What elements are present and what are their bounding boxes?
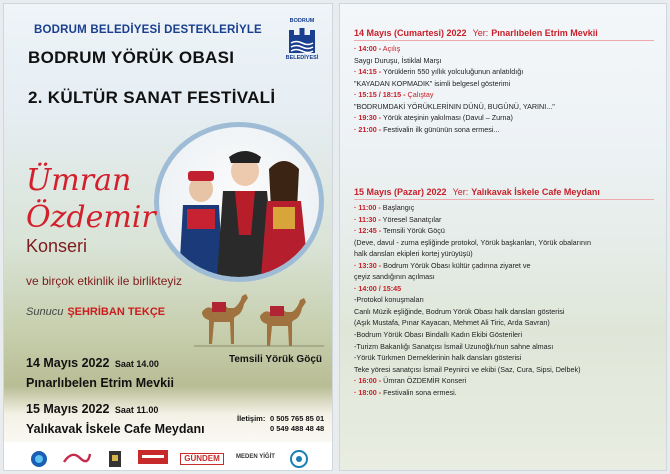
schedule-time: · 14:15 - xyxy=(354,67,382,77)
schedule-item xyxy=(354,202,659,214)
castle-logo-icon xyxy=(287,25,317,55)
schedule-item xyxy=(354,112,659,124)
schedule-text: Ümran ÖZDEMİR Konseri xyxy=(381,376,467,386)
day2-heading xyxy=(354,187,659,197)
day1-schedule xyxy=(354,28,659,135)
schedule-item xyxy=(354,341,659,353)
day1-heading-date: 14 Mayıs (Cumartesi) 2022 xyxy=(354,28,467,38)
schedule-text: Canlı Müzik eşliğinde, Bodrum Yörük Obası halk dansları gösterisi xyxy=(354,306,565,316)
schedule-time: · 21:00 - xyxy=(354,124,382,134)
schedule-text: -Protokol konuşmaları xyxy=(354,295,424,305)
schedule-item xyxy=(354,55,659,67)
schedule-time: · 14:00 / 15:45 xyxy=(354,283,402,293)
camels-illustration xyxy=(194,282,324,352)
artist-first-name: Ümran xyxy=(26,163,132,198)
schedule-item xyxy=(354,364,659,376)
municipality-logo xyxy=(280,18,324,62)
schedule-text: Temsili Yörük Göçü xyxy=(381,226,445,236)
schedule-text: (Aşık Mustafa, Pınar Kayacan, Mehmet Ali Tiric, Arda Savran) xyxy=(354,318,550,328)
supporter-line: BODRUM BELEDİYESİ DESTEKLERİYLE xyxy=(34,24,262,36)
day1-place: Pınarlıbelen Etrim Mevkii xyxy=(26,376,174,390)
schedule-item xyxy=(354,248,659,260)
sponsor-bar xyxy=(4,442,333,471)
schedule-time: · 12:45 - xyxy=(354,226,382,236)
schedule-item xyxy=(354,101,659,113)
contact-label: İletişim: xyxy=(237,414,266,423)
schedule-text: -Bodrum Yörük Obası Bindallı Kadın Ekibi Gösterileri xyxy=(354,330,523,340)
day1-heading xyxy=(354,28,659,38)
day2-divider xyxy=(354,199,654,200)
presenter-name: ŞEHRİBAN TEKÇE xyxy=(67,306,166,318)
schedule-text: Teke yöresi sanatçısı İsmail Peynirci ve ekibi (Saz, Cura, Sipsi, Delbek) xyxy=(354,364,581,374)
schedule-item xyxy=(354,375,659,387)
schedule-item xyxy=(354,271,659,283)
schedule-text: çeyiz sandığının açılması xyxy=(354,272,435,282)
schedule-item xyxy=(354,317,659,329)
concert-label: Konseri xyxy=(26,236,88,256)
schedule-time: · 15:15 / 18:15 - xyxy=(354,90,406,100)
schedule-time: · 19:30 - xyxy=(354,113,382,123)
logo-text: BODRUM xyxy=(289,18,315,24)
sponsor-meden: MEDEN YİĞİT xyxy=(236,454,275,460)
day1-place-label: Yer: xyxy=(472,28,489,38)
schedule-time: · 14:00 - xyxy=(354,44,382,53)
schedule-text: Başlangıç xyxy=(380,203,415,212)
schedule-text: Yöresel Sanatçılar xyxy=(380,214,442,224)
schedule-poster xyxy=(339,3,667,471)
schedule-item xyxy=(354,329,659,341)
day1-time: Saat 14.00 xyxy=(114,359,159,369)
phone-2: 0 549 488 48 48 xyxy=(270,424,325,433)
schedule-item xyxy=(354,214,659,226)
schedule-text: (Deve, davul - zurna eşliğinde protokol, Yörük başkanları, Yörük obalarının xyxy=(354,237,592,247)
schedule-text: Çalıştay xyxy=(405,90,434,100)
schedule-item xyxy=(354,78,659,90)
festival-title-line2: 2. KÜLTÜR SANAT FESTİVALİ xyxy=(28,88,276,107)
schedule-item xyxy=(354,89,659,101)
schedule-text: Yörüklerin 550 yıllık yolculuğunun anlatıldığı xyxy=(381,67,524,77)
schedule-time: · 18:00 - xyxy=(354,387,382,397)
schedule-text: "KAYADAN KOPMADIK" isimli belgesel gösterimi xyxy=(354,78,511,88)
sponsor-globe-icon xyxy=(30,450,48,468)
schedule-text: Bodrum Yörük Obası kültür çadırına ziyaret ve xyxy=(381,260,531,270)
day2-heading-place: Yalıkavak İskele Cafe Meydanı xyxy=(471,187,600,197)
schedule-time: · 11:30 - xyxy=(354,214,381,224)
schedule-item xyxy=(354,124,659,136)
festival-title-line1: BODRUM YÖRÜK OBASI xyxy=(28,48,235,67)
day2-place: Yalıkavak İskele Cafe Meydanı xyxy=(26,422,205,436)
artist-last-name: Özdemir xyxy=(26,200,156,235)
festival-poster xyxy=(3,3,333,471)
logo-subtext: BELEDİYESİ xyxy=(285,55,319,61)
tagline: ve birçok etkinlik ile birlikteyiz xyxy=(26,274,183,288)
schedule-text: Festivalin sona ermesi. xyxy=(381,387,457,397)
sponsor-swirl-icon xyxy=(62,450,92,466)
presenter-label: Sunucu xyxy=(26,306,64,318)
day1-date-text: 14 Mayıs 2022 xyxy=(26,356,110,370)
sponsor-emblem-icon xyxy=(108,450,122,468)
phone-1: 0 505 765 85 01 xyxy=(270,414,325,423)
schedule-item xyxy=(354,43,659,55)
schedule-text: Yörük ateşinin yakılması (Davul – Zurna) xyxy=(381,113,513,123)
day2-date-text: 15 Mayıs 2022 xyxy=(26,402,110,416)
schedule-time: · 11:00 - xyxy=(354,203,381,212)
day1-divider xyxy=(354,40,654,41)
schedule-item xyxy=(354,260,659,272)
presenter xyxy=(26,306,165,318)
schedule-text: Festivalin ilk gününün sona ermesi... xyxy=(381,124,500,134)
schedule-text: halk dansları ekipleri kortej yürüyüşü) xyxy=(354,249,473,259)
sponsor-circle-icon xyxy=(290,450,308,468)
sponsor-redbox-icon xyxy=(138,450,168,464)
schedule-text: -Turizm Bakanlığı Sanatçısı İsmail Uzunoğlu'nun sahne alması xyxy=(354,341,554,351)
schedule-item xyxy=(354,352,659,364)
day2-time: Saat 11.00 xyxy=(114,405,159,415)
schedule-item xyxy=(354,294,659,306)
camel-caption: Temsili Yörük Göçü xyxy=(229,354,322,365)
day1-heading-place: Pınarlıbelen Etrim Mevkii xyxy=(491,28,598,38)
schedule-text: "BODRUMDAKİ YÖRÜKLERİNIN DÜNÜ, BUGÜNÜ, YARINI..." xyxy=(354,101,555,111)
day2-heading-date: 15 Mayıs (Pazar) 2022 xyxy=(354,187,447,197)
schedule-item xyxy=(354,237,659,249)
day2-place-label: Yer: xyxy=(452,187,469,197)
day2-date xyxy=(26,402,158,416)
schedule-item xyxy=(354,66,659,78)
day1-items xyxy=(354,43,659,135)
schedule-item xyxy=(354,225,659,237)
schedule-item xyxy=(354,387,659,399)
schedule-item xyxy=(354,283,659,295)
schedule-text: Açılış xyxy=(381,44,401,53)
schedule-time: · 16:00 - xyxy=(354,376,382,386)
performers-photo xyxy=(154,122,324,282)
sponsor-gundem: GÜNDEM xyxy=(180,453,224,465)
schedule-text: -Yörük Türkmen Derneklerinin halk dansları gösterisi xyxy=(354,353,522,363)
schedule-time: · 13:30 - xyxy=(354,260,382,270)
day2-items xyxy=(354,202,659,398)
schedule-item xyxy=(354,306,659,318)
day2-schedule xyxy=(354,187,659,398)
schedule-text: Saygı Duruşu, İstiklal Marşı xyxy=(354,55,442,65)
day1-date xyxy=(26,356,159,370)
